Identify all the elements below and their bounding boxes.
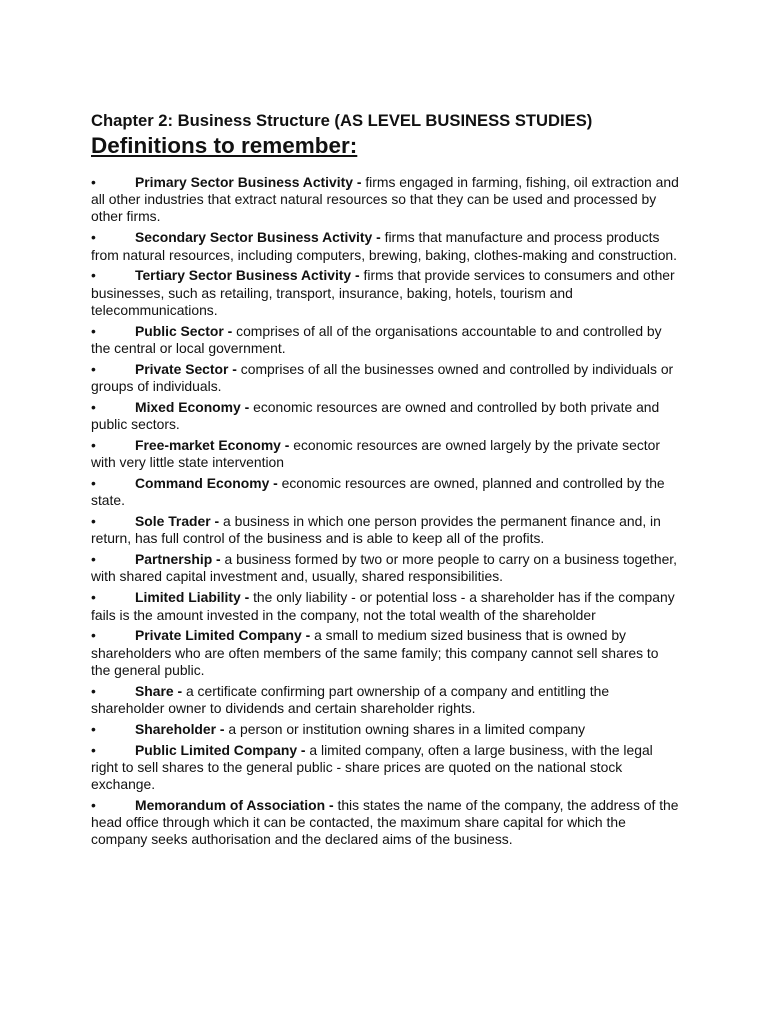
definition-text: comprises of all of the organisations accountable to and controlled by the central or local government. — [91, 322, 662, 356]
definition-text: a limited company, often a large business, with the legal right to sell shares to the general public - share prices are quoted on the national stock exchange. — [91, 741, 653, 793]
definition-primary-sector — [91, 174, 681, 226]
definition-text: a small to medium sized business that is owned by shareholders who are often members of the same family; this company cannot sell shares to the general public. — [91, 627, 659, 678]
definition-text: the only liability - or potential loss - a shareholder has if the company fails is the amount invested in the company, not the total wealth of the shareholder — [91, 589, 675, 623]
definitions-list — [91, 174, 681, 849]
definition-text: firms engaged in farming, fishing, oil extraction and all other industries that extract natural resources so that they can be used and processed by other firms. — [91, 174, 679, 225]
definition-term: Private Sector - — [135, 360, 237, 377]
definition-term: Tertiary Sector Business Activity - — [135, 267, 360, 284]
definition-share — [91, 683, 681, 717]
definitions-heading: Definitions to remember: — [91, 133, 358, 158]
definition-term: Limited Liability - — [135, 589, 250, 606]
definition-free-market-economy — [91, 437, 681, 471]
definition-term: Partnership - — [135, 551, 221, 568]
definition-term: Sole Trader - — [135, 513, 220, 530]
bullet-icon: • — [91, 475, 96, 492]
bullet-icon: • — [91, 551, 96, 568]
chapter-title: Chapter 2: Business Structure (AS LEVEL BUSINESS STUDIES) — [91, 111, 593, 130]
definition-private-sector — [91, 361, 681, 395]
bullet-icon: • — [91, 627, 96, 644]
definition-public-sector — [91, 323, 681, 357]
definition-command-economy — [91, 475, 681, 509]
definition-text: this states the name of the company, the address of the head office through which it can be contacted, the maximum share capital for which the company seeks authorisation and the declared aims of the business. — [91, 797, 679, 848]
definition-text: economic resources are owned, planned and controlled by the state. — [91, 475, 665, 509]
definition-limited-liability — [91, 589, 681, 623]
definition-text: a business in which one person provides the permanent finance and, in return, has full control of the business and is able to keep all of the profits. — [91, 513, 661, 547]
definition-shareholder — [91, 721, 681, 738]
definition-secondary-sector — [91, 229, 681, 263]
bullet-icon: • — [91, 322, 96, 339]
definition-term: Free-market Economy - — [135, 436, 290, 453]
bullet-icon: • — [91, 741, 96, 758]
definition-sole-trader — [91, 513, 681, 547]
definition-tertiary-sector — [91, 267, 681, 319]
bullet-icon: • — [91, 513, 96, 530]
definition-partnership — [91, 551, 681, 585]
definition-term: Mixed Economy - — [135, 398, 250, 415]
definition-text: comprises of all the businesses owned and controlled by individuals or groups of individuals. — [91, 360, 674, 394]
definition-term: Memorandum of Association - — [135, 797, 334, 814]
bullet-icon: • — [91, 398, 96, 415]
definition-term: Command Economy - — [135, 475, 278, 492]
definition-term: Secondary Sector Business Activity - — [135, 229, 381, 246]
bullet-icon: • — [91, 797, 96, 814]
definition-public-limited-company — [91, 742, 681, 794]
bullet-icon: • — [91, 589, 96, 606]
definition-term: Primary Sector Business Activity - — [135, 174, 362, 190]
bullet-icon: • — [91, 174, 96, 190]
bullet-icon: • — [91, 229, 96, 246]
definition-term: Public Limited Company - — [135, 741, 306, 758]
definition-term: Share - — [135, 682, 183, 699]
document-content — [91, 111, 681, 852]
bullet-icon: • — [91, 360, 96, 377]
definition-text: a person or institution owning shares in a limited company — [224, 720, 586, 737]
bullet-icon: • — [91, 720, 96, 737]
definition-text: a certificate confirming part ownership of a company and entitling the shareholder owner to dividends and certain shareholder rights. — [91, 682, 610, 716]
definition-term: Private Limited Company - — [135, 627, 311, 644]
bullet-icon: • — [91, 436, 96, 453]
definition-text: economic resources are owned largely by the private sector with very little state intervention — [91, 436, 661, 471]
definition-private-limited-company — [91, 627, 681, 679]
definition-text: firms that manufacture and process products from natural resources, including computers, brewing, baking, clothes-making and construction. — [91, 229, 678, 263]
definition-memorandum-of-association — [91, 797, 681, 849]
definition-term: Shareholder - — [135, 720, 225, 737]
bullet-icon: • — [91, 267, 96, 284]
definition-text: firms that provide services to consumers and other businesses, such as retailing, transport, insurance, baking, hotels, tourism and telecommunications. — [91, 267, 675, 318]
definition-text: a business formed by two or more people to carry on a business together, with shared capital investment and, usually, shared responsibilities. — [91, 551, 678, 585]
definition-text: economic resources are owned and controlled by both private and public sectors. — [91, 398, 660, 433]
definition-term: Public Sector - — [135, 322, 233, 339]
definition-mixed-economy — [91, 399, 681, 433]
bullet-icon: • — [91, 682, 96, 699]
